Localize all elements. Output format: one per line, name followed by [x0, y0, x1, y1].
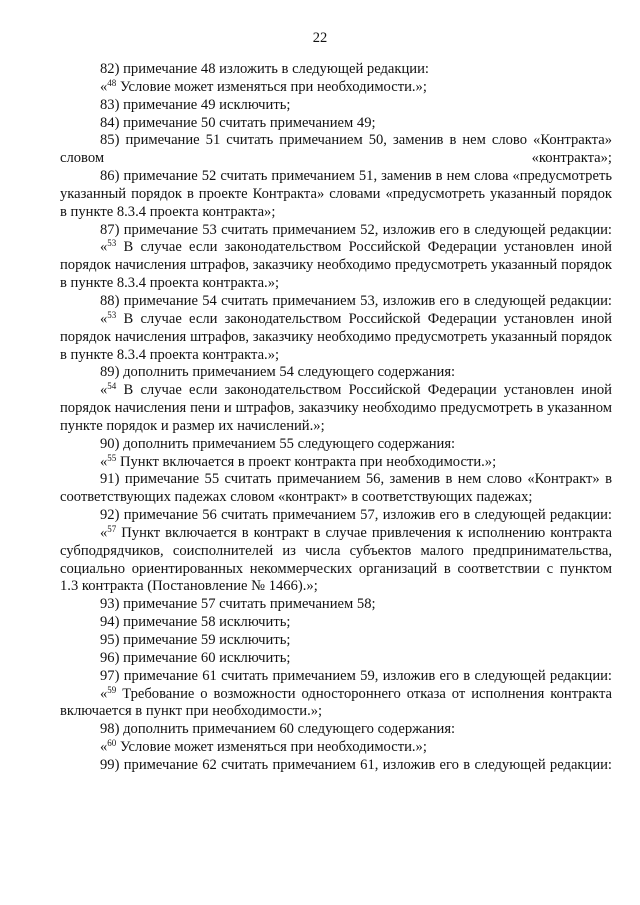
footnote-mark: 48: [107, 77, 117, 88]
paragraph: 97) примечание 61 считать примечанием 59, изложив его в следующей редакции:: [100, 667, 612, 684]
footnote-mark: 57: [107, 523, 117, 534]
paragraph: 83) примечание 49 исключить;: [100, 96, 291, 113]
quoted-note: «$^{54}$ В случае если законодательством Российской Федерации установлен иной порядок начисления пени и штрафов, заказчику необходимо предусмотреть в указанном пункте порядок и размер их начислений.»;: [60, 381, 612, 434]
footnote-mark: 54: [107, 381, 117, 392]
paragraph: 90) дополнить примечанием 55 следующего содержания:: [100, 435, 456, 452]
footnote-mark: 55: [107, 452, 117, 463]
footnote-mark: 53: [107, 238, 117, 249]
footnote-mark: 60: [107, 738, 117, 749]
paragraph: 82) примечание 48 изложить в следующей редакции:: [100, 61, 429, 77]
paragraph: 85) примечание 51 считать примечанием 50, заменив в нем слово «Контракта» словом «контракта»;: [60, 132, 612, 167]
paragraph: 98) дополнить примечанием 60 следующего содержания:: [100, 721, 456, 738]
page-number: 22: [312, 30, 328, 46]
paragraph: 88) примечание 54 считать примечанием 53, изложив его в следующей редакции:: [100, 292, 612, 309]
paragraph: 92) примечание 56 считать примечанием 57, изложив его в следующей редакции:: [100, 507, 612, 524]
document-body: [60, 61, 612, 775]
paragraph: 87) примечание 53 считать примечанием 52, изложив его в следующей редакции:: [100, 221, 612, 238]
footnote-mark: 59: [107, 684, 117, 695]
paragraph: 91) примечание 55 считать примечанием 56, заменив в нем слово «Контракт» в соответствующих падежах словом «контракт» в соответствующих падежах;: [60, 471, 612, 506]
paragraph: 96) примечание 60 исключить;: [100, 649, 291, 666]
paragraph: 89) дополнить примечанием 54 следующего содержания:: [100, 364, 456, 381]
quoted-note: «$^{55}$ Пункт включается в проект контракта при необходимости.»;: [100, 452, 497, 470]
paragraph: 93) примечание 57 считать примечанием 58;: [100, 596, 376, 613]
paragraph: 95) примечание 59 исключить;: [100, 632, 291, 648]
paragraph: 94) примечание 58 исключить;: [100, 614, 291, 631]
quoted-note: «$^{59}$ Требование о возможности одностороннего отказа от исполнения контракта включается в пункт при необходимости.»;: [60, 684, 612, 720]
paragraph: 86) примечание 52 считать примечанием 51, заменив в нем слова «предусмотреть указанный порядок в проекте Контракта» словами «предусмотреть указанный порядок в пункте 8.3.4 проекта контракта»;: [60, 168, 612, 220]
quoted-note: «$^{53}$ В случае если законодательством Российской Федерации установлен иной порядок начисления штрафов, заказчику необходимо предусмотреть указанный порядок в пункте 8.3.4 проекта контракта.»;: [60, 238, 612, 292]
quoted-note: «$^{57}$ Пункт включается в контракт в случае привлечения к исполнению контракта субподрядчиков, соисполнителей из числа субъектов малого предпринимательства, социально ориентированных некоммерческих организаций в соответствии с пунктом 1.3 контракта (Постановление № 1466).»;: [60, 523, 612, 595]
quoted-note: «$^{60}$ Условие может изменяться при необходимости.»;: [100, 738, 427, 756]
paragraph: 99) примечание 62 считать примечанием 61, изложив его в следующей редакции:: [100, 756, 612, 773]
quoted-note: «$^{53}$ В случае если законодательством Российской Федерации установлен иной порядок начисления штрафов, заказчику необходимо предусмотреть указанный порядок в пункте 8.3.4 проекта контракта.»;: [60, 309, 612, 363]
quoted-note: «$^{48}$ Условие может изменяться при необходимости.»;: [100, 77, 427, 95]
footnote-mark: 53: [107, 309, 117, 320]
paragraph: 84) примечание 50 считать примечанием 49;: [100, 114, 376, 131]
